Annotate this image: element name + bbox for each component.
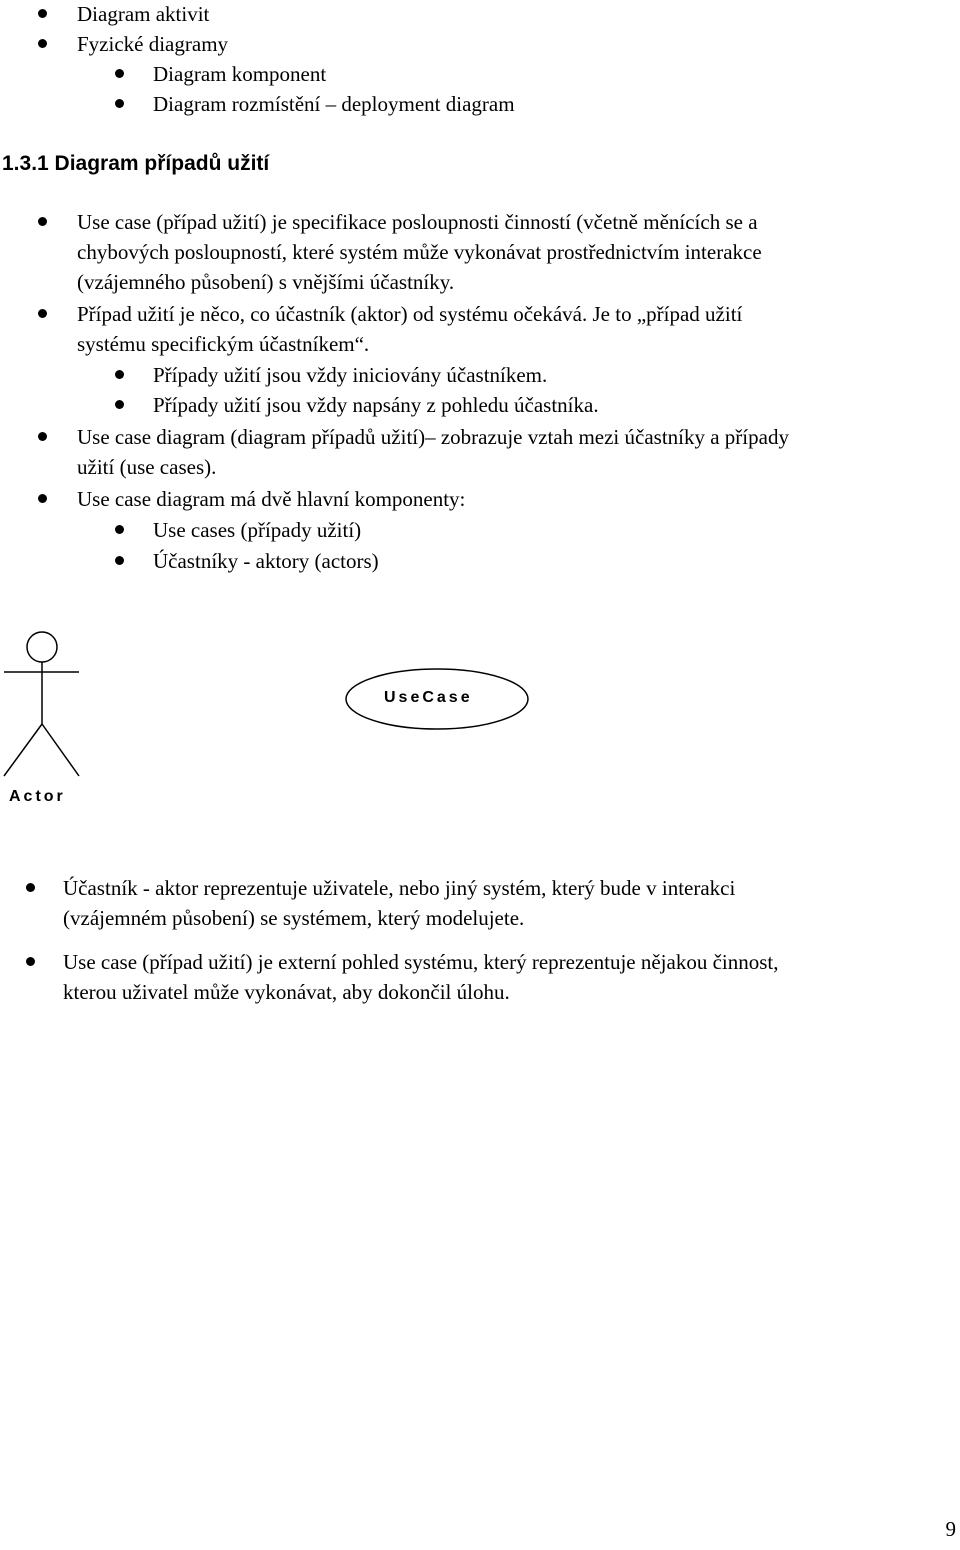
bullet [115, 69, 124, 78]
actor-right-leg [42, 724, 79, 776]
paragraph-line: Případ užití je něco, co účastník (aktor) od systému očekává. Je to „případ užití [77, 302, 743, 326]
use-case-diagram-graphic [0, 620, 560, 820]
actor-figure [4, 632, 79, 776]
paragraph-line: Účastník - aktor reprezentuje uživatele, nebo jiný systém, který bude v interakci [63, 876, 736, 900]
bullet [38, 9, 47, 18]
bullet [38, 39, 47, 48]
paragraph-line: systému specifickým účastníkem“. [77, 332, 370, 356]
actor-head [27, 632, 57, 662]
actor-label: Actor [9, 788, 66, 805]
bullet [38, 217, 47, 226]
sub-list-item-text: Případy užití jsou vždy napsány z pohledu účastníka. [153, 393, 599, 417]
paragraph-line: Use case (případ užití) je specifikace posloupnosti činností (včetně měnících se a [77, 210, 758, 234]
use-case-label: UseCase [384, 689, 473, 706]
sub-list-item-text: Use cases (případy užití) [153, 518, 362, 542]
paragraph-line: kterou uživatel může vykonávat, aby dokončil úlohu. [63, 980, 510, 1004]
sub-list-item-text: Případy užití jsou vždy iniciovány účastníkem. [153, 363, 548, 387]
section-heading: 1.3.1 Diagram případů užití [2, 152, 270, 175]
paragraph-line: užití (use cases). [77, 455, 217, 479]
bullet [38, 309, 47, 318]
sub-list-item-text: Diagram rozmístění – deployment diagram [153, 92, 515, 116]
paragraph-line: (vzájemném působení) se systémem, který modelujete. [63, 906, 525, 930]
bullet [38, 432, 47, 441]
sub-list-item-text: Účastníky - aktory (actors) [153, 549, 379, 573]
bullet [115, 556, 124, 565]
bullet [38, 494, 47, 503]
list-item-text: Diagram aktivit [77, 2, 210, 26]
sub-list-item-text: Diagram komponent [153, 62, 327, 86]
actor-left-leg [4, 724, 42, 776]
paragraph-line: Use case (případ užití) je externí pohled systému, který reprezentuje nějakou činnost, [63, 950, 779, 974]
paragraph-line: Use case diagram (diagram případů užití)– zobrazuje vztah mezi účastníky a případy [77, 425, 789, 449]
paragraph-line: chybových posloupností, které systém může vykonávat prostřednictvím interakce [77, 240, 762, 264]
page-number: 9 [945, 1517, 956, 1541]
bullet [26, 883, 35, 892]
bullet [115, 370, 124, 379]
bullet [115, 99, 124, 108]
bullet [115, 400, 124, 409]
bullet [115, 525, 124, 534]
use-case-diagram [0, 620, 560, 820]
paragraph-line: (vzájemného působení) s vnějšími účastníky. [77, 270, 455, 294]
bullet [26, 957, 35, 966]
paragraph-line: Use case diagram má dvě hlavní komponenty: [77, 487, 466, 511]
list-item-text: Fyzické diagramy [77, 32, 229, 56]
